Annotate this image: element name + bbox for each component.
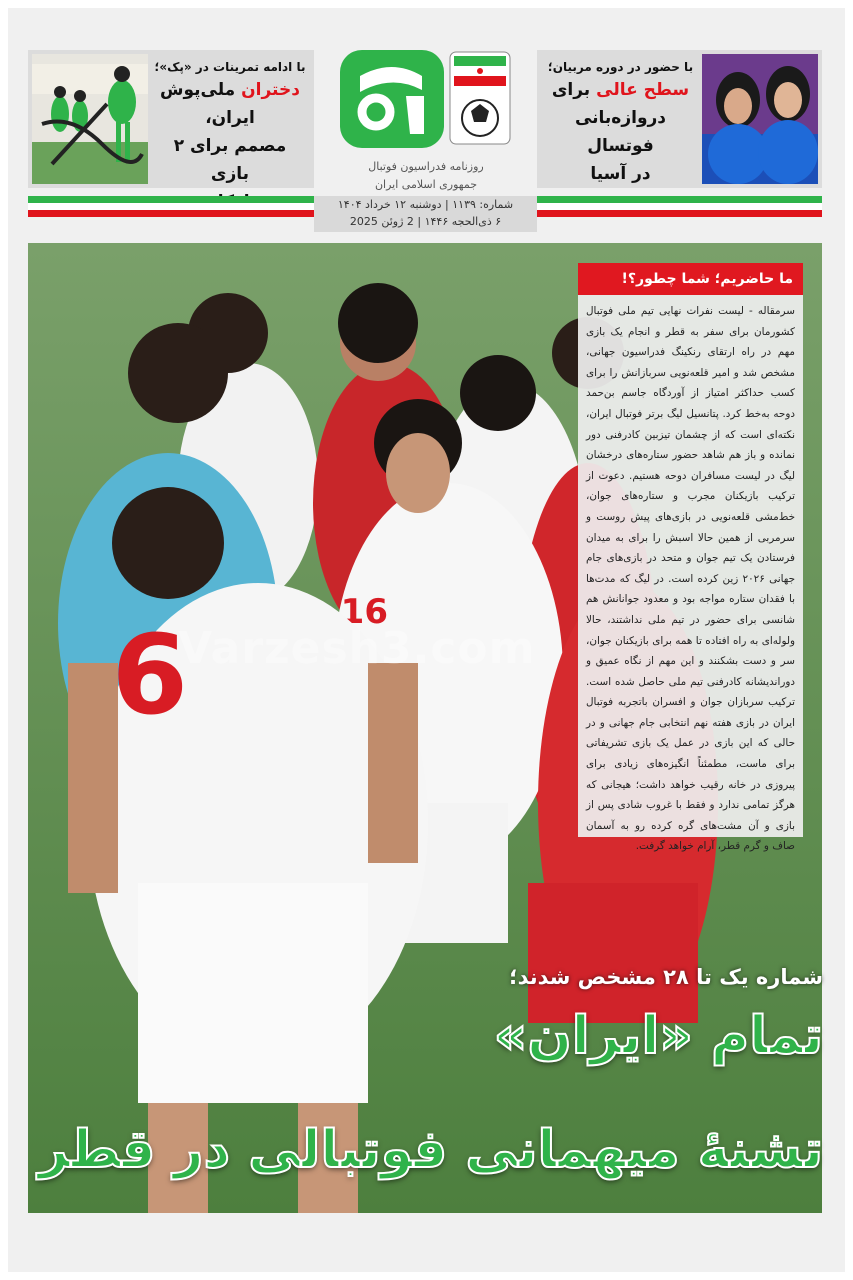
flag-stripes-left bbox=[28, 196, 314, 226]
watermark: Varzesh3.com bbox=[178, 623, 536, 674]
teaser-left-headline: دختران ملی‌پوش ایران، مصمم برای ۲ بازی bbox=[160, 80, 300, 184]
headline-main: تمام «ایران» bbox=[493, 1006, 823, 1066]
teaser-left-kicker: با ادامه تمرینات در «پک»؛ bbox=[154, 60, 306, 74]
flag-stripes-right bbox=[537, 196, 822, 226]
editorial-box bbox=[578, 263, 803, 853]
masthead-tagline-1: روزنامه فدراسیون فوتبال bbox=[368, 160, 484, 173]
masthead-logo bbox=[340, 48, 512, 198]
issue-info bbox=[314, 196, 537, 232]
editorial-body: سرمقاله - لیست نفرات نهایی تیم ملی فوتبال کشورمان برای سفر به قطر و انجام یک بازی مهم در راه ارتقای رنکینگ فدراسیون جهانی، مشخص شد و امیر قلعه‌نویی سربازانش را برای کسب حداکثر امتیاز از آوردگاه جاسم بن‌حمد دوحه به‌خط کرد. پتانسیل لیگ برتر فوتبال ایران، نکته‌ای است که از چشمان تیزبین کادرفنی دور نمانده و باز هم شاهد حضور ستاره‌های درخشان لیگ در لیست مسافران دوحه هستیم. دعوت از ترکیب بازیکنان مجرب و ستاره‌های جوان، خط‌مشی قلعه‌نویی در بازی‌های پیش روست و سرمربی از همین حالا اسبش را برای به میدان فرستادن یک تیم جوان و متحد در بازی‌های جام جهانی ۲۰۲۶ زین کرده است. در لیگ که مدت‌ها با فقدان ستاره مواجه بود و معدود جوانانش هم شانسی برای حضور در تیم ملی نداشتند، حالا ولوله‌ای به راه افتاده تا همه برای بازیکنان جوان، سر و دست بشکنند و این مهم از نگاه عمیق و دوراندیشانه کادرفنی تیم ملی حاصل شده است. ترکیب سربازان جوان و افسران باتجربه فوتبال ایران در بازی هفته نهم انتخابی جام جهانی و در حالی که این بازی در عمل یک بازی تشریفاتی برای ماست، مطمئناً انگیزه‌های زیادی برای پیروزی در خانه رقیب خواهد داشت؛ هیجانی که هرگز تمامی ندارد و فقط با غروب شادی پس از بازی و آن مشت‌های گره کرده رو به آسمان صاف و گرم قطر، آرام خواهد گرفت. bbox=[586, 305, 796, 853]
teaser-womens-team[interactable] bbox=[28, 50, 314, 188]
teaser-right-headline: سطح عالی برای دروازه‌بانی فوتسال در آسیا bbox=[551, 80, 690, 184]
federation-badge-icon bbox=[450, 52, 510, 144]
headline-kicker: شماره یک تا ۲۸ مشخص شدند؛ bbox=[509, 965, 823, 989]
teaser-futsal-goalkeeping[interactable] bbox=[537, 50, 822, 188]
issue-line-1: شماره: ۱۱۳۹ | دوشنبه ۱۲ خرداد ۱۴۰۴ bbox=[337, 198, 514, 211]
teaser-right-kicker: با حضور در دوره مربیان؛ bbox=[547, 60, 694, 74]
teaser-photo-coaches bbox=[702, 54, 818, 184]
headline-sub: تشنهٔ میهمانی فوتبالی در قطر bbox=[38, 1120, 823, 1180]
jersey-number-front: 6 bbox=[111, 611, 188, 739]
jersey-number-middle: 16 bbox=[340, 592, 388, 632]
editorial-title: ما حاضریم؛ شما چطور؟! bbox=[578, 263, 803, 295]
newspaper-logo-icon bbox=[340, 50, 444, 148]
issue-line-2: ۶ ذی‌الحجه ۱۴۴۶ | 2 ژوئن 2025 bbox=[349, 215, 502, 228]
masthead-tagline-2: جمهوری اسلامی ایران bbox=[374, 178, 478, 191]
teaser-photo-training bbox=[32, 54, 148, 184]
